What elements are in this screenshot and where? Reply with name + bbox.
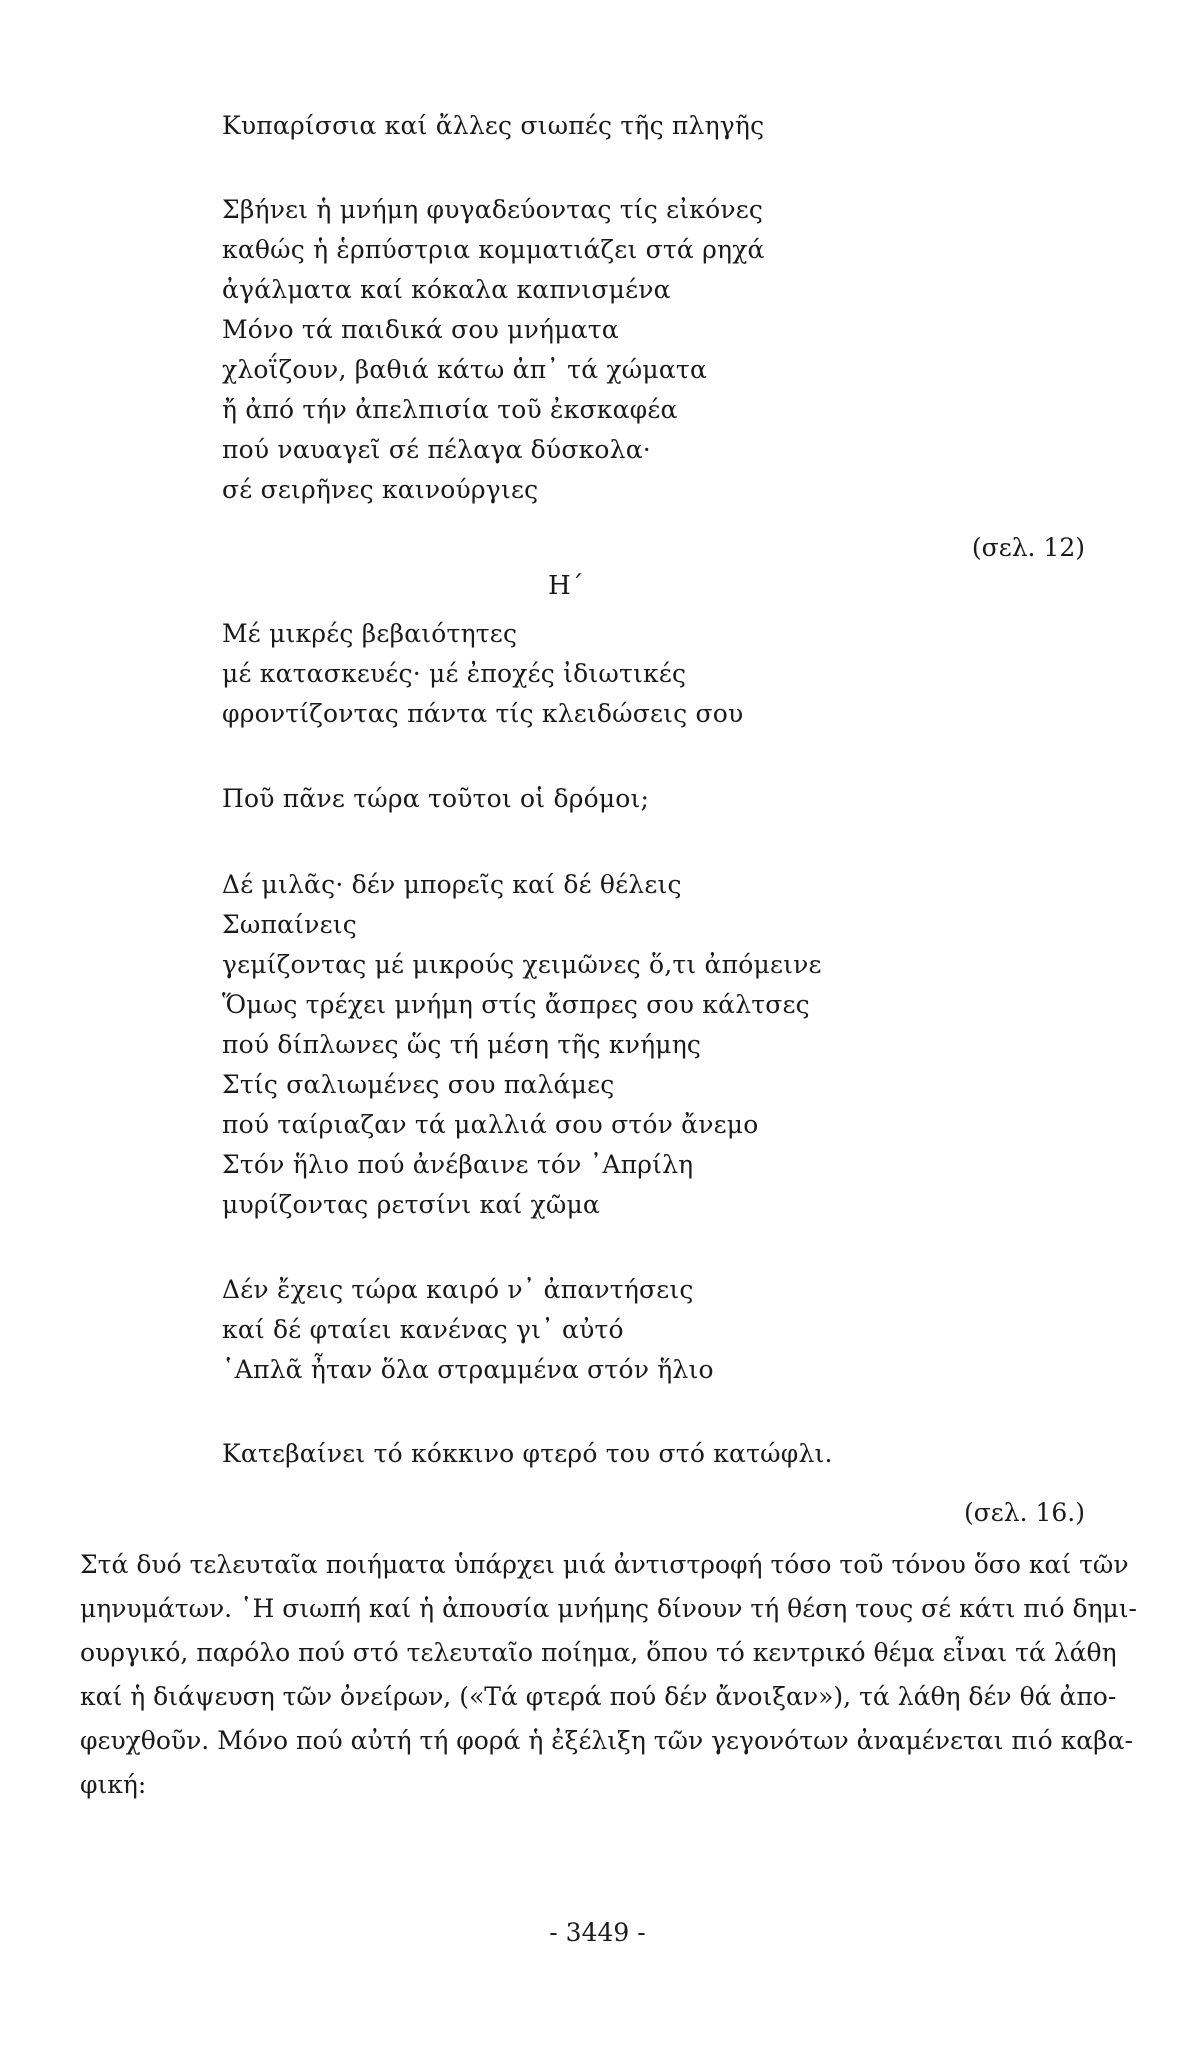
poem-line: Δέ μιλᾶς· δέν μπορεῖς καί δέ θέλεις — [222, 870, 682, 899]
poem-line: Μόνο τά παιδικά σου μνήματα — [222, 315, 619, 344]
poem-line: Στίς σαλιωμένες σου παλάμες — [222, 1070, 615, 1099]
poem-line: σέ σειρῆνες καινούργιες — [222, 475, 539, 504]
poem-line: ἤ ἀπό τήν ἀπελπισία τοῦ ἐκσκαφέα — [222, 395, 678, 424]
poem-line: καθώς ἡ ἑρπύστρια κομματιάζει στά ρηχά — [222, 235, 765, 264]
poem-line: Μέ μικρές βεβαιότητες — [222, 619, 518, 648]
prose-line: ουργικό, παρόλο πού στό τελευταῖο ποίημα, ὅπου τό κεντρικό θέμα εἶναι τά λάθη — [80, 1638, 1117, 1667]
poem-line: πού ταίριαζαν τά μαλλιά σου στόν ἄνεμο — [222, 1110, 759, 1139]
poem-line: Κατεβαίνει τό κόκκινο φτερό του στό κατώφλι. — [222, 1439, 833, 1468]
prose-line: μηνυμάτων. ῾Η σιωπή καί ἡ ἀπουσία μνήμης δίνουν τή θέση τους σέ κάτι πιό δημι- — [80, 1594, 1137, 1623]
poem-line: ῾Απλᾶ ἦταν ὅλα στραμμένα στόν ἥλιο — [222, 1355, 714, 1384]
prose-line: καί ἡ διάψευση τῶν ὀνείρων, («Τά φτερά πού δέν ἄνοιξαν»), τά λάθη δέν θά ἀπο- — [80, 1682, 1117, 1711]
poem-line: χλοΐζουν, βαθιά κάτω ἀπ᾿ τά χώματα — [222, 355, 708, 384]
prose-line: φική: — [80, 1770, 147, 1799]
poem-line: μυρίζοντας ρετσίνι καί χῶμα — [222, 1190, 601, 1219]
section-numeral: Η΄ — [548, 571, 584, 601]
poem-line: Σωπαίνεις — [222, 910, 357, 939]
poem-line: πού δίπλωνες ὥς τή μέση τῆς κνήμης — [222, 1030, 702, 1059]
poem-line: πού ναυαγεῖ σέ πέλαγα δύσκολα· — [222, 435, 651, 464]
poem-line: Ὅμως τρέχει μνήμη στίς ἄσπρες σου κάλτσες — [222, 990, 810, 1019]
page-reference: (σελ. 12) — [971, 533, 1085, 562]
page-reference: (σελ. 16.) — [963, 1498, 1085, 1527]
poem-line: Στόν ἥλιο πού ἀνέβαινε τόν ᾿Απρίλη — [222, 1150, 694, 1179]
poem-line: Σβήνει ἡ μνήμη φυγαδεύοντας τίς εἰκόνες — [222, 195, 764, 224]
poem-line: ἀγάλματα καί κόκαλα καπνισμένα — [222, 275, 671, 304]
prose-line: φευχθοῦν. Μόνο πού αὐτή τή φορά ἡ ἐξέλιξη τῶν γεγονότων ἀναμένεται πιό καβα- — [80, 1726, 1133, 1755]
poem-line: καί δέ φταίει κανένας γι᾿ αὐτό — [222, 1315, 624, 1344]
poem-line: Ποῦ πᾶνε τώρα τοῦτοι οἱ δρόμοι; — [222, 784, 650, 813]
poem-line: γεμίζοντας μέ μικρούς χειμῶνες ὅ,τι ἀπόμεινε — [222, 950, 822, 979]
page-number: - 3449 - — [549, 1918, 646, 1947]
poem-title: Κυπαρίσσια καί ἄλλες σιωπές τῆς πληγῆς — [222, 111, 765, 140]
prose-line: Στά δυό τελευταῖα ποιήματα ὑπάρχει μιά ἀντιστροφή τόσο τοῦ τόνου ὅσο καί τῶν — [80, 1550, 1129, 1579]
poem-line: φροντίζοντας πάντα τίς κλειδώσεις σου — [222, 699, 744, 728]
poem-line: μέ κατασκευές· μέ ἐποχές ἰδιωτικές — [222, 659, 687, 688]
poem-line: Δέν ἔχεις τώρα καιρό ν᾿ ἀπαντήσεις — [222, 1275, 694, 1304]
